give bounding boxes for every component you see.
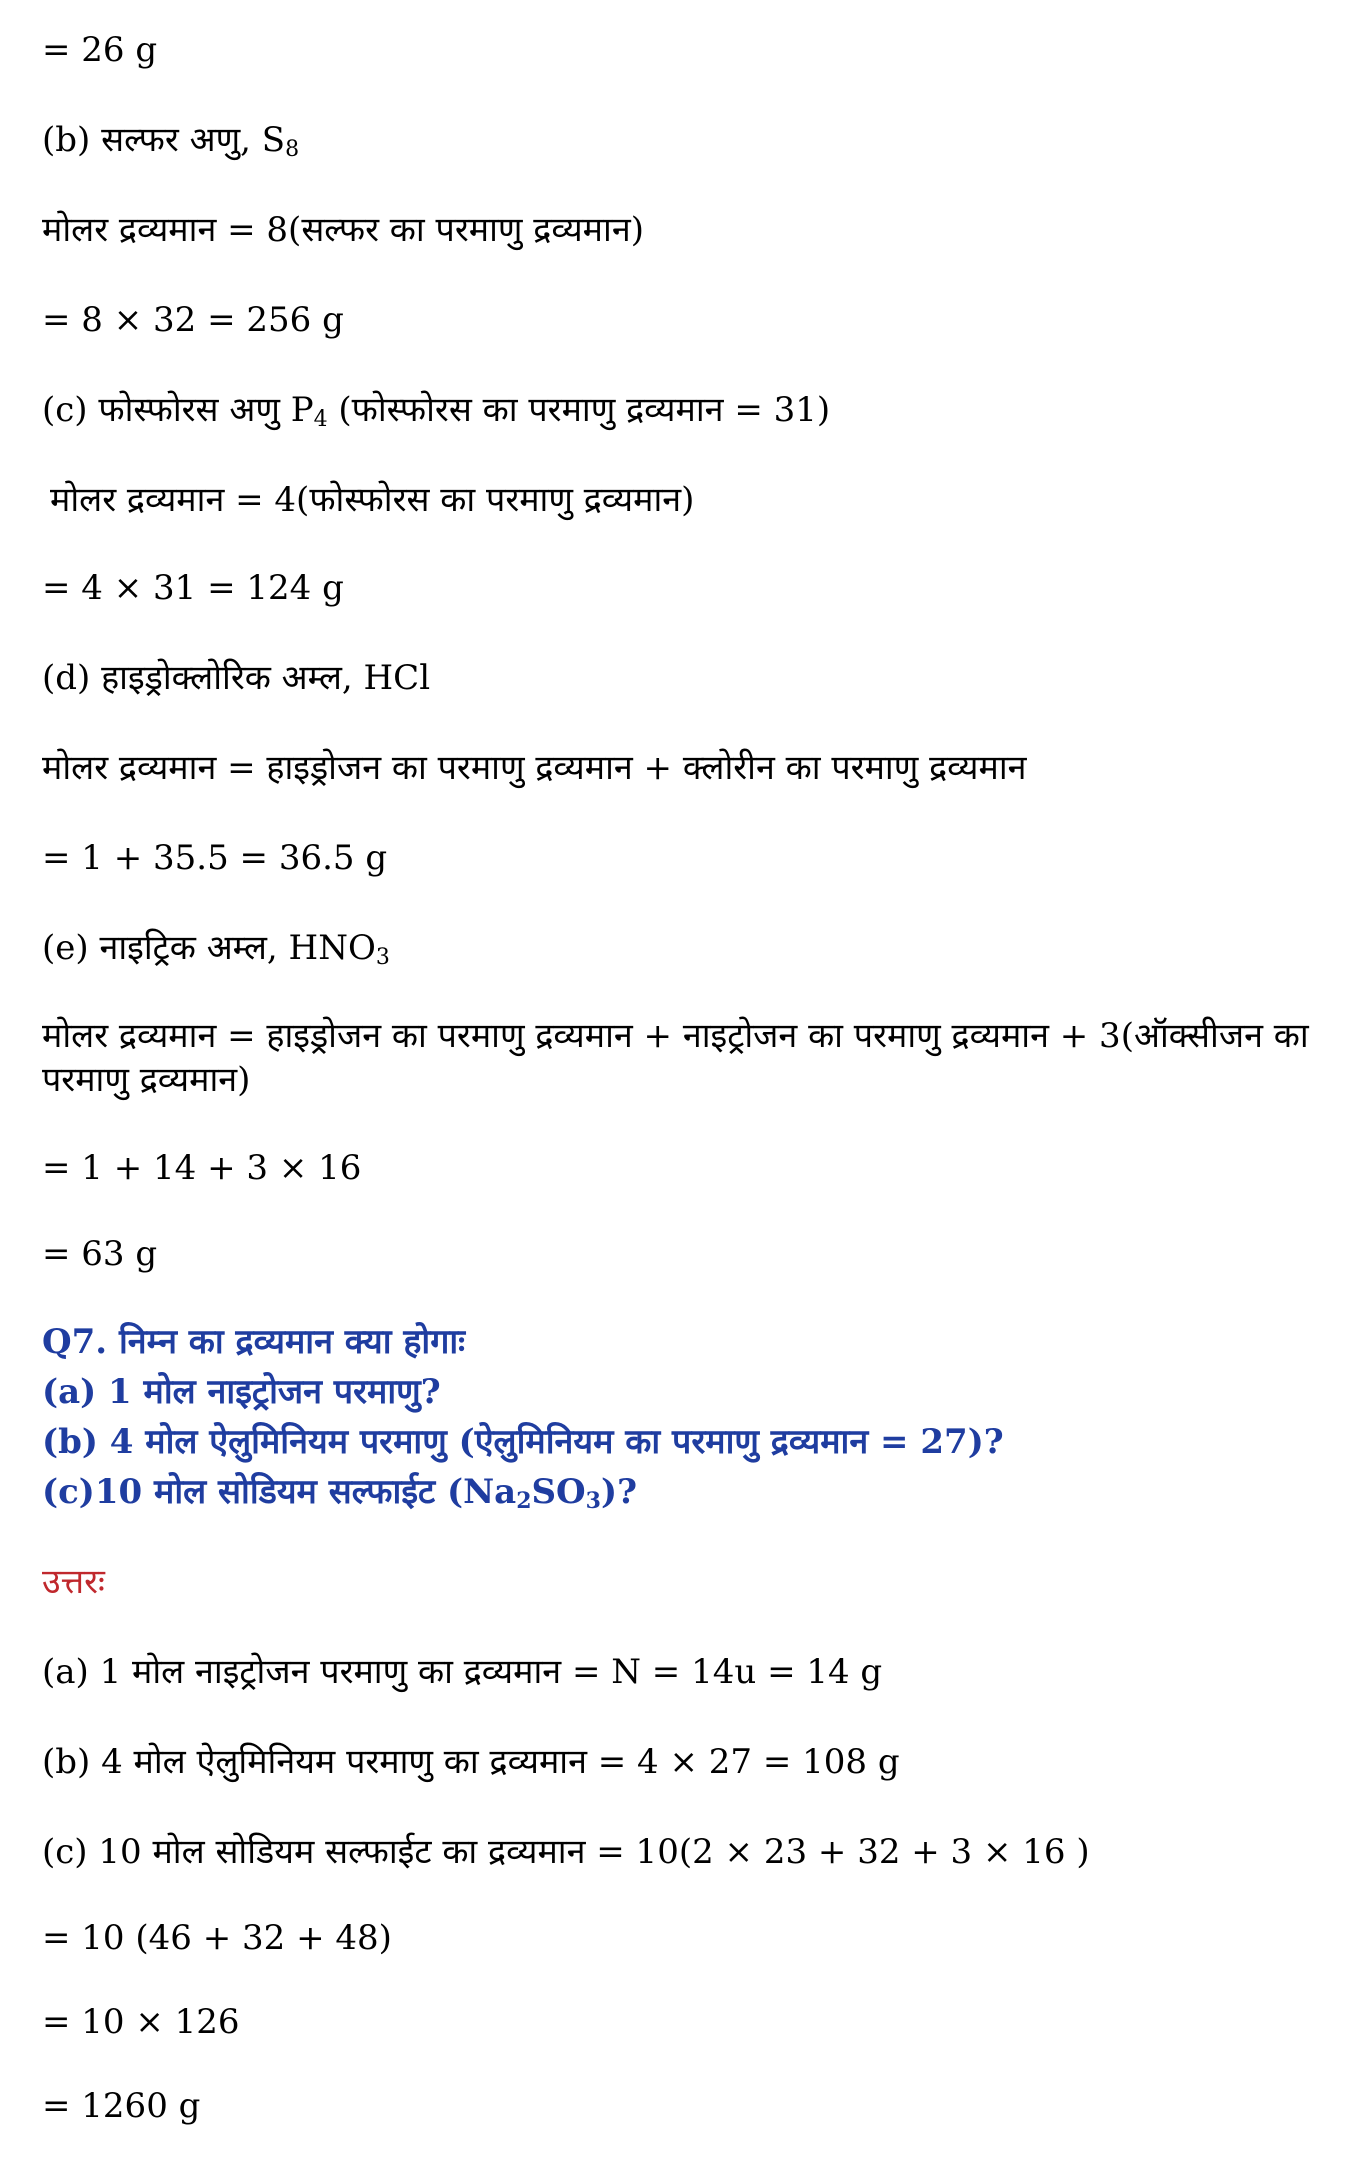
text-line bbox=[42, 388, 1328, 432]
question-title: Q7. निम्न का द्रव्यमान क्या होगाः bbox=[42, 1322, 466, 1362]
text-line: = 1 + 35.5 = 36.5 g bbox=[42, 838, 388, 878]
question-part-a: (a) 1 मोल नाइट्रोजन परमाणु? bbox=[42, 1372, 441, 1412]
answer-line: = 1260 g bbox=[42, 2086, 201, 2126]
subscript: 2 bbox=[516, 1488, 532, 1514]
text-line: = 63 g bbox=[42, 1234, 158, 1274]
text-span: (e) नाइट्रिक अम्ल, HNO bbox=[42, 928, 376, 968]
subscript: 3 bbox=[375, 945, 390, 970]
text-line: मोलर द्रव्यमान = हाइड्रोजन का परमाणु द्रव्यमान + क्लोरीन का परमाणु द्रव्यमान bbox=[42, 748, 1027, 788]
answer-line: (a) 1 मोल नाइट्रोजन परमाणु का द्रव्यमान = N = 14u = 14 g bbox=[42, 1652, 883, 1692]
answer-label: उत्तरः bbox=[42, 1562, 105, 1602]
text-line bbox=[42, 926, 1328, 970]
text-line: (d) हाइड्रोक्लोरिक अम्ल, HCl bbox=[42, 658, 431, 698]
text-span: (c) फोस्फोरस अणु P bbox=[42, 390, 314, 430]
text-line: = 26 g bbox=[42, 30, 158, 70]
answer-line: = 10 × 126 bbox=[42, 2002, 240, 2042]
text-line: = 1 + 14 + 3 × 16 bbox=[42, 1148, 362, 1188]
text-paragraph: मोलर द्रव्यमान = हाइड्रोजन का परमाणु द्रव्यमान + नाइट्रोजन का परमाणु द्रव्यमान + 3(ऑक्सीजन का परमाणु द्रव्यमान) bbox=[42, 1016, 1309, 1100]
subscript: 4 bbox=[313, 407, 328, 432]
question-part-c bbox=[42, 1468, 1328, 1516]
text-line: मोलर द्रव्यमान = 4(फोस्फोरस का परमाणु द्रव्यमान) bbox=[50, 480, 695, 520]
text-line bbox=[42, 118, 1328, 162]
subscript: 3 bbox=[585, 1488, 601, 1514]
text-span: (फोस्फोरस का परमाणु द्रव्यमान = 31) bbox=[327, 390, 831, 430]
text-span: SO bbox=[531, 1472, 586, 1512]
text-line: = 4 × 31 = 124 g bbox=[42, 568, 344, 608]
question-part-b: (b) 4 मोल ऐलुमिनियम परमाणु (ऐलुमिनियम का परमाणु द्रव्यमान = 27)? bbox=[42, 1422, 1004, 1462]
answer-line: (b) 4 मोल ऐलुमिनियम परमाणु का द्रव्यमान = 4 × 27 = 108 g bbox=[42, 1742, 900, 1782]
text-span: (b) सल्फर अणु, S bbox=[42, 120, 286, 160]
text-line: मोलर द्रव्यमान = 8(सल्फर का परमाणु द्रव्यमान) bbox=[42, 210, 644, 250]
subscript: 8 bbox=[285, 137, 300, 162]
answer-line: = 10 (46 + 32 + 48) bbox=[42, 1918, 392, 1958]
text-span: )? bbox=[600, 1472, 637, 1512]
text-line: = 8 × 32 = 256 g bbox=[42, 300, 344, 340]
text-span: (c)10 मोल सोडियम सल्फाईट (Na bbox=[42, 1472, 517, 1512]
answer-line: (c) 10 मोल सोडियम सल्फाईट का द्रव्यमान = 10(2 × 23 + 32 + 3 × 16 ) bbox=[42, 1832, 1090, 1872]
